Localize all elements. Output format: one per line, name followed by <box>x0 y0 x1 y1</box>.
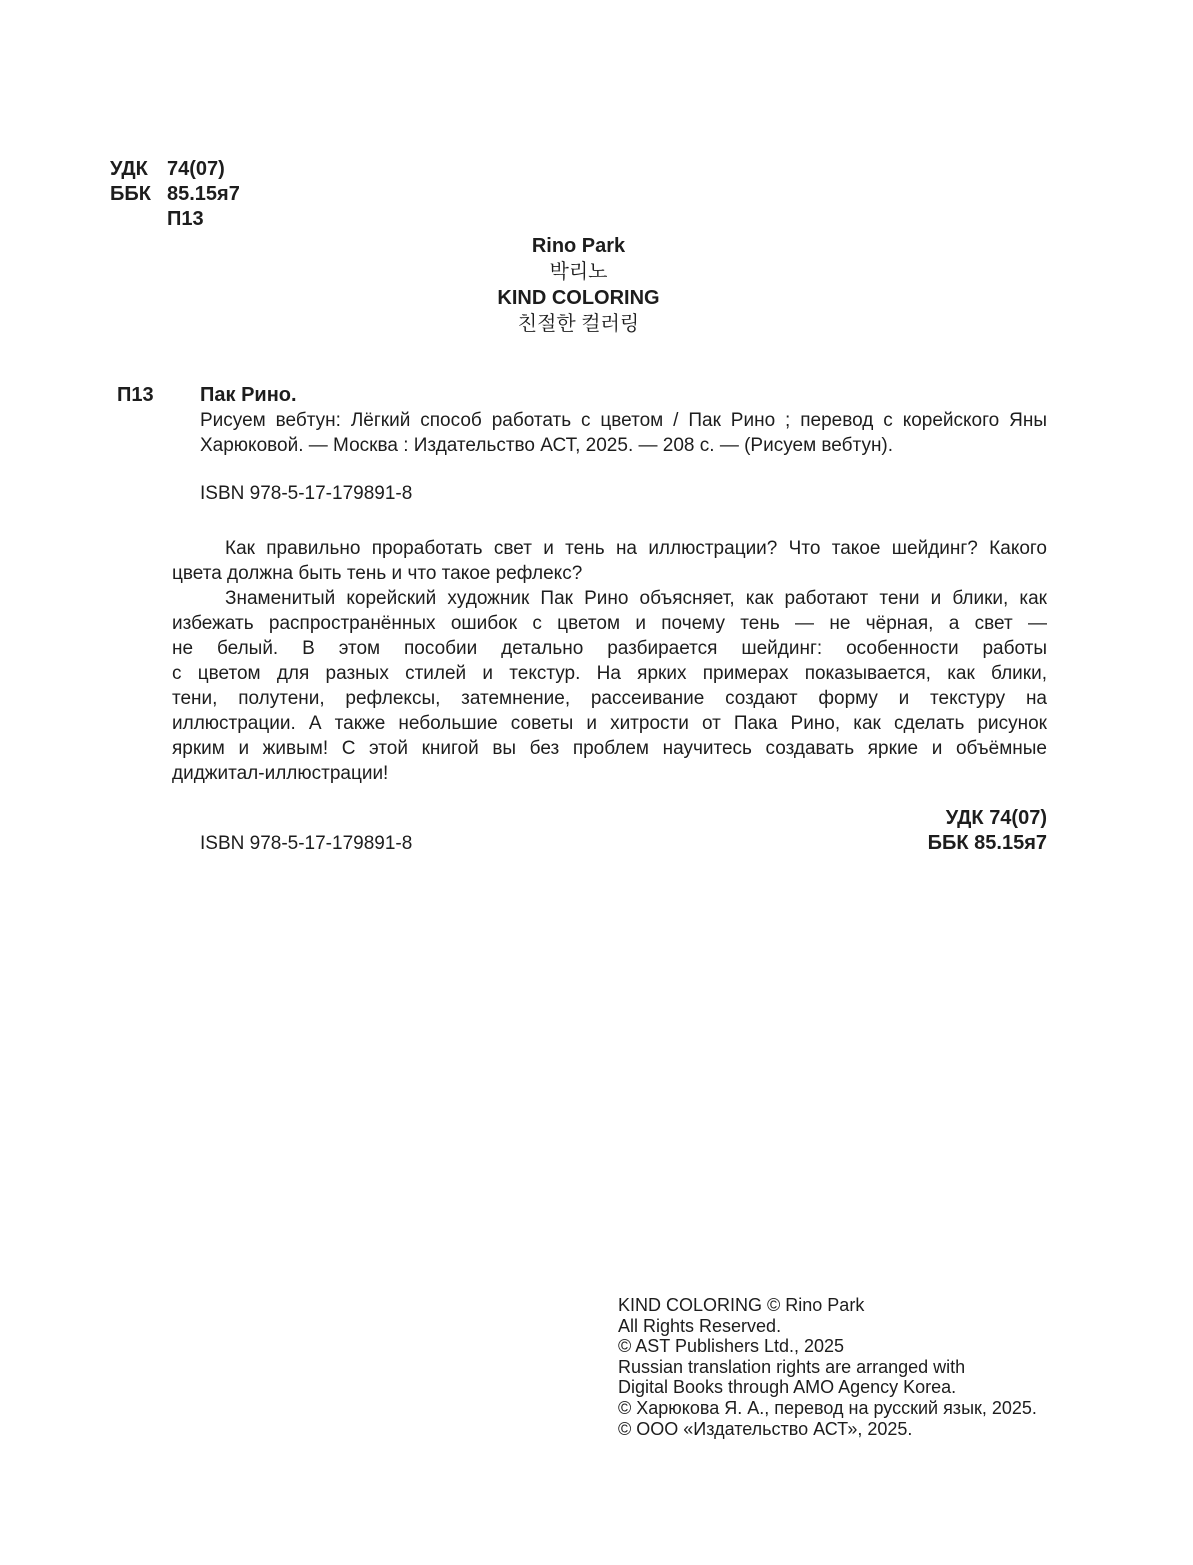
classification-value: 74(07) <box>167 158 225 180</box>
classification-value: П13 <box>167 208 204 230</box>
copyright-line: Digital Books through AMO Agency Korea. <box>618 1377 957 1398</box>
annotation-line: Как правильно проработать свет и тень на иллюстрации? Что такое шейдинг? Какого <box>225 538 1047 559</box>
classification-row <box>110 207 240 232</box>
annotation-line: ярким и живым! С этой книгой вы без проблем научитесь создавать яркие и объёмные <box>172 738 1047 759</box>
classification-row <box>110 157 240 182</box>
classification-value: 85.15я7 <box>167 183 240 205</box>
annotation-text <box>172 536 1047 786</box>
footer-udk-code: УДК 74(07) <box>945 807 1047 829</box>
annotation-line: Знаменитый корейский художник Пак Рино объясняет, как работают тени и блики, как <box>225 588 1047 609</box>
annotation-line: цвета должна быть тень и что такое рефлекс? <box>172 563 583 584</box>
classification-row <box>110 182 240 207</box>
annotation-line: иллюстрации. А также небольшие советы и хитрости от Пака Рино, как сделать рисунок <box>172 713 1047 734</box>
copyright-line: KIND COLORING © Rino Park <box>618 1295 865 1315</box>
copyright-line: © AST Publishers Ltd., 2025 <box>618 1336 845 1357</box>
copyright-line: © ООО «Издательство АСТ», 2025. <box>618 1418 913 1439</box>
annotation-line: не белый. В этом пособии детально разбирается шейдинг: особенности работы <box>172 638 1047 659</box>
classification-label: ББК <box>110 183 151 205</box>
copyright-line: Russian translation rights are arranged with <box>618 1356 966 1377</box>
catalog-card-line: Харюковой. — Москва : Издательство АСТ, 2025. — 208 с. — (Рисуем вебтун). <box>200 435 894 456</box>
copyright-block <box>618 1295 1037 1439</box>
catalog-card-code: П13 <box>117 384 154 406</box>
catalog-card-heading: Пак Рино. <box>200 384 297 406</box>
footer-isbn-number: ISBN 978-5-17-179891-8 <box>200 833 413 854</box>
classification-codes <box>110 157 240 232</box>
annotation-line: тени, полутени, рефлексы, затемнение, рассеивание создают форму и текстуру на <box>172 688 1047 709</box>
catalog-card-line: Рисуем вебтун: Лёгкий способ работать с цветом / Пак Рино ; перевод с корейского Яны <box>200 410 1047 431</box>
book-title-korean: 친절한 컬러링 <box>517 313 640 335</box>
author-name-korean: 박리노 <box>549 261 608 283</box>
annotation-line: с цветом для разных стилей и текстур. На ярких примерах показывается, как блики, <box>172 663 1047 684</box>
catalog-card <box>200 383 1047 458</box>
footer-codes-row <box>200 831 1047 856</box>
classification-label <box>110 207 167 232</box>
book-title-latin: KIND COLORING <box>497 287 660 309</box>
footer-bbk-code: ББК 85.15я7 <box>927 832 1047 854</box>
catalog-card-description <box>200 408 1047 458</box>
annotation-line: избежать распространённых ошибок с цветом и почему тень — не чёрная, а свет — <box>172 613 1047 634</box>
copyright-line: All Rights Reserved. <box>618 1315 782 1336</box>
title-block <box>110 233 1047 337</box>
isbn-number: ISBN 978-5-17-179891-8 <box>200 483 413 504</box>
author-name-latin: Rino Park <box>531 235 626 257</box>
copyright-line: © Харюкова Я. А., перевод на русский язык, 2025. <box>618 1397 1037 1418</box>
annotation-line: диджитал-иллюстрации! <box>172 763 389 784</box>
classification-label: УДК <box>110 158 148 180</box>
